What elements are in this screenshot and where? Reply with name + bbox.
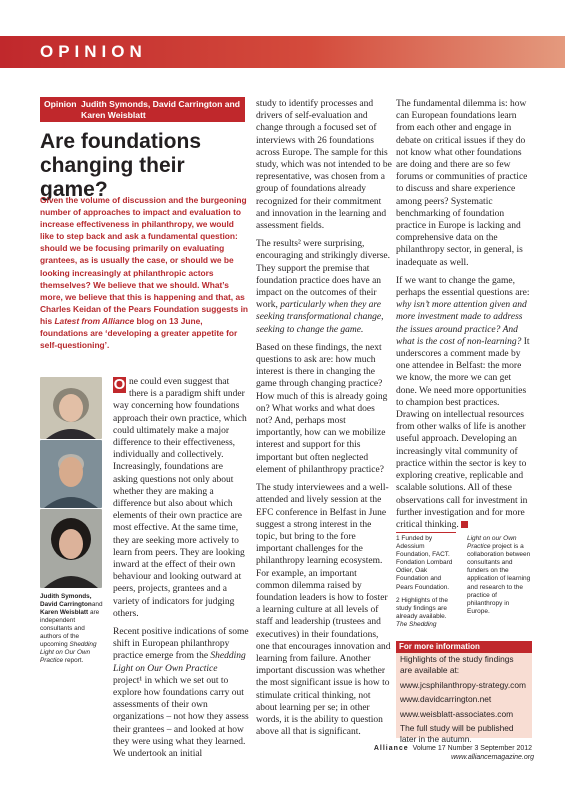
col1-text-2a: Recent positive indications of some shift in European philanthropy practice emerge from the: [113, 627, 249, 662]
paragraph: [467, 535, 533, 616]
page-footer: [304, 744, 534, 762]
link-carrington[interactable]: www.davidcarrington.net: [400, 694, 492, 705]
standfirst-text-1: Given the volume of discussion and the burgeoning number of approaches to impact and evaluation to increase effectiveness in philanthropy, we would like to step back and ask a fundamental question: should we be focusing primarily on evaluating grantees, as is usually the case, or should we be looking increasingly at philanthropic actors themselves? We believe that we should. What’s more, we believe that this is happening and that, as Charles Keidan of the Pears Foundation suggests in his: [40, 195, 249, 326]
footnote-1: 1 Funded by Adessium Foundation, FACT. Fondation Lombard Odier, Oak Foundation and Pears Foundation.: [396, 535, 453, 591]
col3-italic: why isn’t more attention given and more investment made to address the issues around practice? And what is the cost of non-learning?: [396, 300, 527, 347]
column-3: [396, 98, 534, 537]
caption-report-title: Shedding Light on Our Own Practice: [40, 641, 97, 664]
column-1: [113, 376, 249, 766]
portrait-judith-symonds: [40, 377, 102, 439]
col1-text-1: ne could even suggest that there is a paradigm shift under way concerning how foundations approach their own practice, which could ultimately make a major difference to their effectiveness, individually and collectively. Increasingly, foundations are asking questions not only about whether they are making a difference but also about which elements of their own practice are most effective. At the same time, they are seeking more actively to learn from peers. They are looking inward at the effect of their own behaviour and looking outward at peers, projects, grantees and a variety of indicators for judging others.: [113, 377, 247, 619]
standfirst-text-2: blog on 13 June, foundations are ‘developing a greater appetite for self-questioning’.: [40, 315, 238, 351]
col2-text-1: study to identify processes and drivers of self-evaluation and change through a focused set of interviews with 26 foundations across Europe. The sample for this study, which was not intended to be representative, was chosen from a group of foundations already recognized for their commitment and innovation in the learning and assessment fields.: [256, 99, 392, 232]
col1-text-2b: project¹ in which we set out to explore how foundations carry out assessments of their own organizations – not how they assess their grantees – and looked at how they were using what they learned. We undertook an initial: [113, 675, 249, 760]
col3-text-2b: It underscores a comment made by one attendee in Belfast: the more we know, the more we can get done. We need more opportunities to champion best practices. Drawing on intellectual resources from other walks of life is another useful approach. Developing an increasingly vital community of practice within the sector is key to exploring creative, replicable and scalable solutions. All of these observations call for investment in further investigation and for more critical thinking.: [396, 336, 530, 530]
col2-text-3: Based on these findings, the next questions to ask are: how much interest is there in changing the game through changing practice? How much of this is already going on? What works and what does not? And, perhaps most importantly, how can we mobilize interest and support for this important but often neglected element of philanthropy practice?: [256, 342, 388, 475]
col3-text-1: The fundamental dilemma is: how can European foundations learn from each other and engage in debate on critical issues if they do not know what other foundations are doing and there are so few forums or communities of practice to discuss and share experience among peers? Systematic benchmarking of foundation practice in Europe is lacking and comprehensive data on the philanthropy sector, in general, is inadequate as well.: [396, 99, 528, 268]
issue-info: Volume 17 Number 3 September 2012: [412, 745, 533, 752]
info-intro: Highlights of the study findings are available at:: [400, 654, 514, 676]
paragraph: [113, 626, 249, 760]
col2-italic: particularly when they are seeking transformational change, seeking to change the game.: [256, 300, 384, 335]
end-mark-icon: [461, 521, 468, 528]
drop-cap: O: [113, 376, 126, 393]
paragraph: [256, 238, 392, 336]
paragraph: [396, 597, 456, 629]
article-title: Are foundations changing their game?: [40, 130, 201, 201]
footnote-2-italic: The Shedding: [396, 620, 437, 628]
section-title: OPINION: [40, 42, 147, 61]
byline-bar: [40, 97, 245, 122]
caption-last-name: Karen Weisblatt: [40, 609, 89, 616]
project-title: Shedding Light on Our Own Practice: [113, 651, 246, 674]
paragraph: [113, 376, 249, 620]
caption-names: Judith Symonds, David Carrington: [40, 593, 92, 608]
info-box: [396, 641, 532, 745]
column-2: [256, 98, 392, 744]
footnote-2: 2 Highlights of the study findings are already available.: [396, 596, 449, 620]
col2-text-2a: The results² were surprising, encouraging and strikingly diverse. They support the premise that foundation practice does have an impact on the outcomes of their work,: [256, 239, 391, 311]
website[interactable]: www.alliancemagazine.org: [451, 754, 534, 761]
caption-and: and: [91, 601, 103, 608]
paragraph: [396, 275, 534, 531]
section-tag: Opinion: [44, 99, 77, 109]
portrait-karen-weisblatt: [40, 509, 102, 588]
section-banner: [0, 36, 565, 68]
info-body: [396, 653, 532, 750]
footnotes-left: [396, 535, 456, 634]
link-jcs[interactable]: www.jcsphilanthropy-strategy.com: [400, 679, 526, 690]
blog-link[interactable]: Latest from Alliance: [54, 315, 135, 326]
footnotes-right: [467, 535, 533, 621]
footnote-rule: [396, 532, 456, 533]
col3-text-2a: If we want to change the game, perhaps the essential questions are:: [396, 275, 530, 299]
author-names: Judith Symonds, David Carrington and Karen Weisblatt: [81, 99, 240, 120]
photo-caption: [40, 593, 104, 665]
caption-tail: report.: [63, 657, 84, 664]
footnote-right: project is a collaboration between consultants and funders on the application of learning and research to the practice of philanthropy in Europe.: [467, 543, 531, 615]
footnote-right-italic: Light on our Own Practice: [467, 535, 517, 551]
portrait-david-carrington: [40, 440, 102, 508]
info-heading: For more information: [396, 641, 532, 653]
info-note: The full study will be published later in the autumn.: [400, 723, 514, 745]
standfirst: [40, 194, 249, 351]
col2-text-4: The study interviewees and a well-attended and lively session at the EFC conference in Belfast in June suggest a strong interest in the topic, but bring to the fore important challenges for the philanthropy learning ecosystem. For example, an important common dilemma raised by foundation leaders is how to foster a learning culture at all levels of staff and leadership (trustees and executives) in their foundations, one that encourages innovation and learning from failure. Another important discussion was whether the most significant issue is how to stimulate critical thinking, not about learning per se; in other words, it is the ability to question above all that is significant.: [256, 483, 391, 738]
link-weisblatt[interactable]: www.weisblatt-associates.com: [400, 708, 514, 719]
caption-text: are independent consultants and authors of the upcoming: [40, 609, 100, 648]
magazine-name: Alliance: [373, 745, 409, 752]
